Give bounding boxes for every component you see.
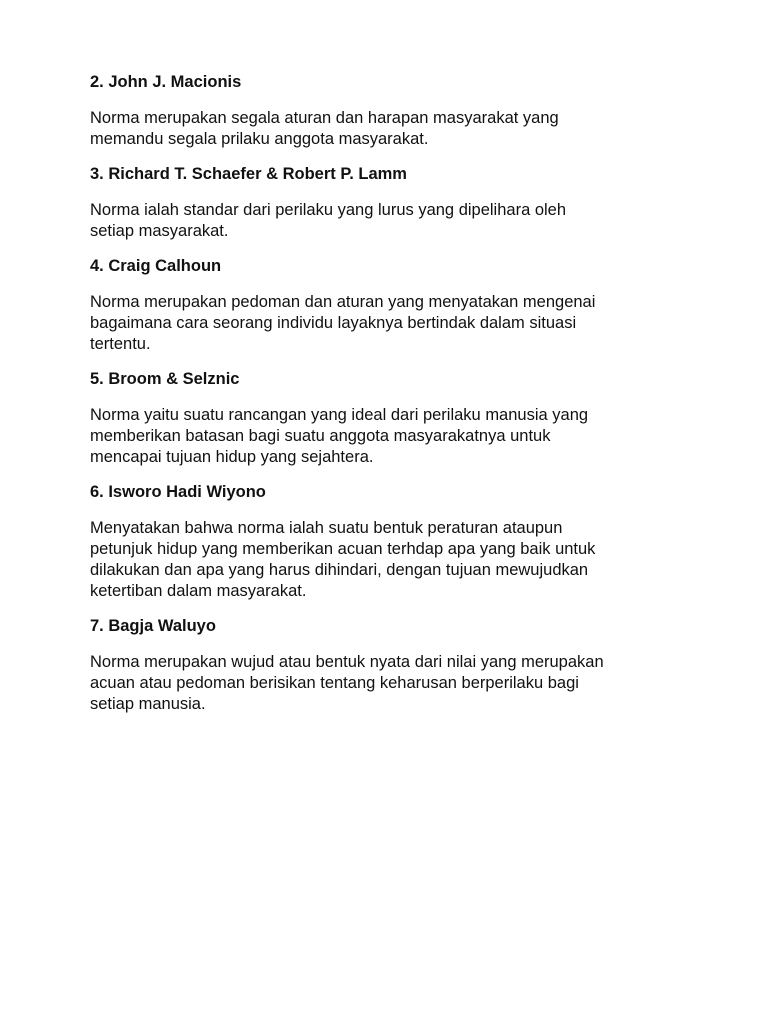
section-heading: 5. Broom & Selznic xyxy=(90,370,240,388)
section-schaefer-lamm xyxy=(90,164,690,242)
section-heading: 3. Richard T. Schaefer & Robert P. Lamm xyxy=(90,165,407,183)
section-calhoun xyxy=(90,256,690,355)
paragraph-line: setiap manusia. xyxy=(90,695,206,713)
paragraph-line: setiap masyarakat. xyxy=(90,222,229,240)
section-paragraph xyxy=(90,652,690,715)
section-heading: 4. Craig Calhoun xyxy=(90,257,222,275)
section-paragraph xyxy=(90,200,690,242)
paragraph-line: acuan atau pedoman berisikan tentang keharusan berperilaku bagi xyxy=(90,674,579,692)
paragraph-line: Menyatakan bahwa norma ialah suatu bentuk peraturan ataupun xyxy=(90,519,563,537)
paragraph-line: petunjuk hidup yang memberikan acuan terhdap apa yang baik untuk xyxy=(90,540,596,558)
section-paragraph xyxy=(90,518,690,602)
section-heading: 2. John J. Macionis xyxy=(90,73,242,91)
section-broom-selznic xyxy=(90,369,690,468)
section-paragraph xyxy=(90,108,690,150)
section-heading: 6. Isworo Hadi Wiyono xyxy=(90,483,266,501)
section-macionis xyxy=(90,72,690,150)
section-waluyo xyxy=(90,616,690,715)
section-heading: 7. Bagja Waluyo xyxy=(90,617,216,635)
paragraph-line: tertentu. xyxy=(90,335,151,353)
paragraph-line: ketertiban dalam masyarakat. xyxy=(90,582,307,600)
paragraph-line: Norma ialah standar dari perilaku yang lurus yang dipelihara oleh xyxy=(90,201,567,219)
section-paragraph xyxy=(90,292,690,355)
paragraph-line: Norma merupakan segala aturan dan harapan masyarakat yang xyxy=(90,109,559,127)
section-paragraph xyxy=(90,405,690,468)
paragraph-line: dilakukan dan apa yang harus dihindari, dengan tujuan mewujudkan xyxy=(90,561,589,579)
document-page xyxy=(90,72,690,729)
paragraph-line: memandu segala prilaku anggota masyarakat. xyxy=(90,130,429,148)
section-wiyono xyxy=(90,482,690,602)
paragraph-line: Norma yaitu suatu rancangan yang ideal dari perilaku manusia yang xyxy=(90,406,589,424)
paragraph-line: mencapai tujuan hidup yang sejahtera. xyxy=(90,448,374,466)
paragraph-line: Norma merupakan pedoman dan aturan yang menyatakan mengenai xyxy=(90,293,596,311)
paragraph-line: bagaimana cara seorang individu layaknya bertindak dalam situasi xyxy=(90,314,577,332)
paragraph-line: Norma merupakan wujud atau bentuk nyata dari nilai yang merupakan xyxy=(90,653,604,671)
paragraph-line: memberikan batasan bagi suatu anggota masyarakatnya untuk xyxy=(90,427,551,445)
